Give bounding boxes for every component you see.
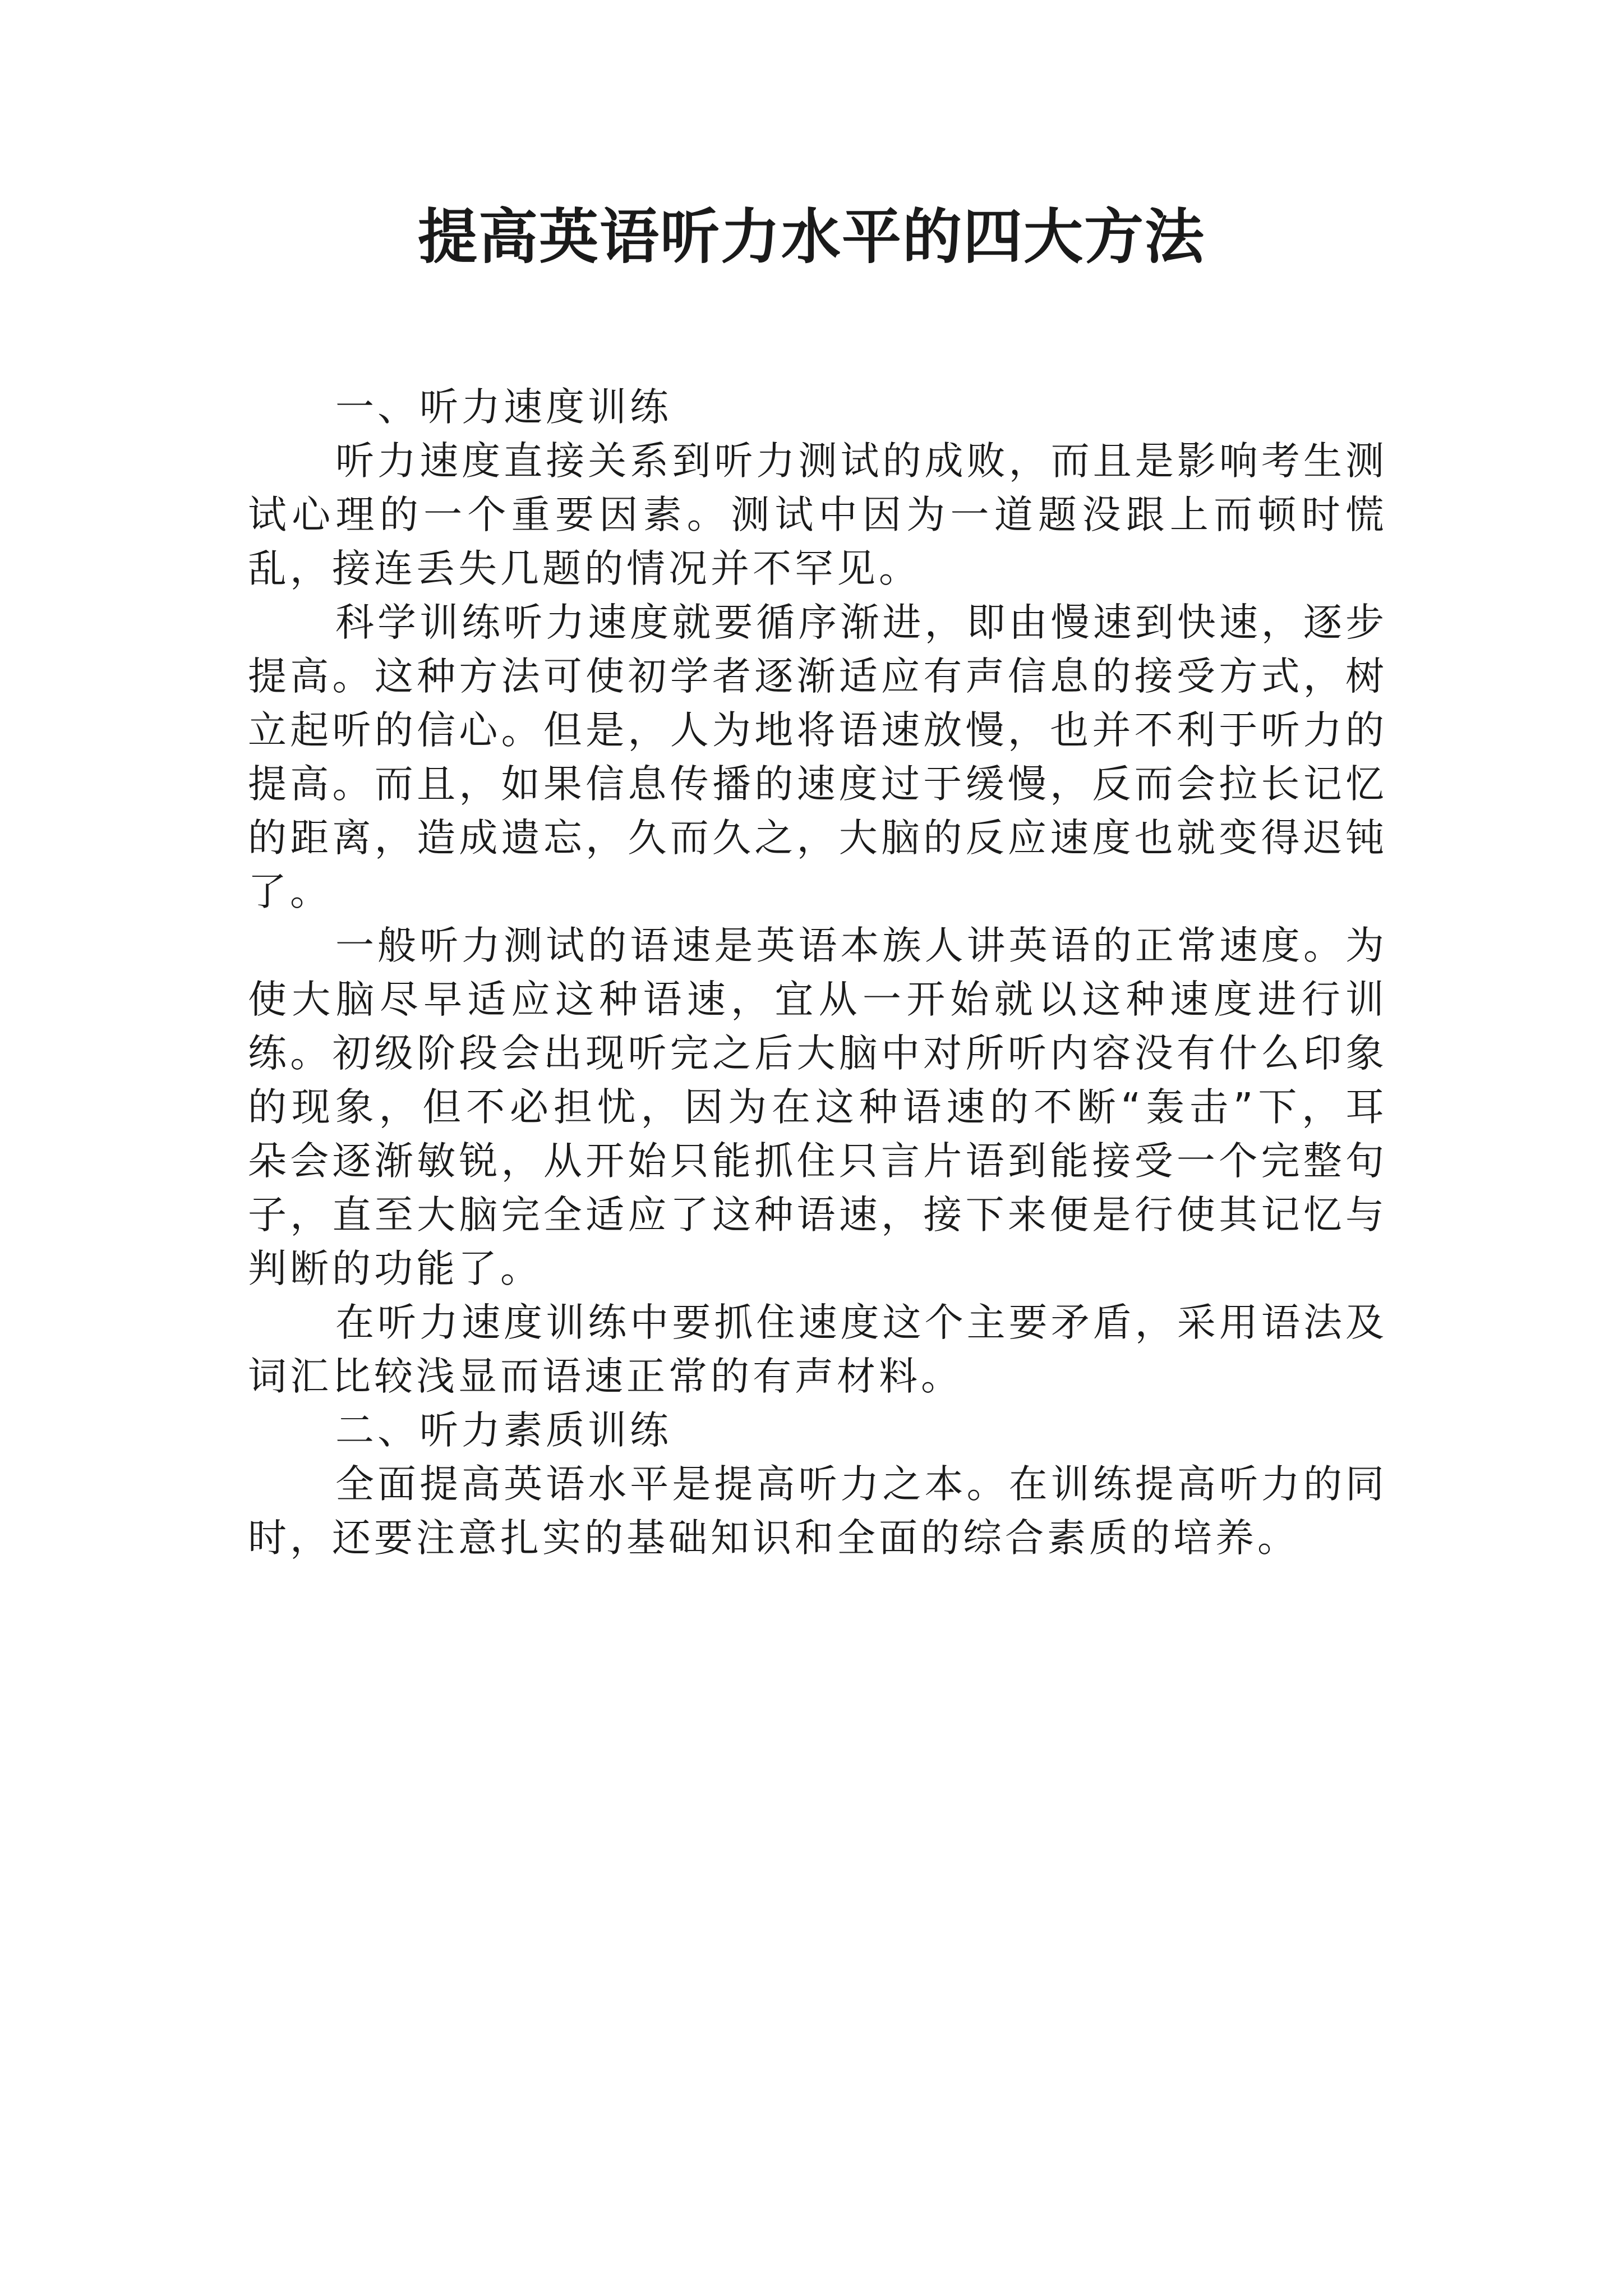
section-heading-1: 一、听力速度训练: [335, 385, 672, 430]
paragraph: 一般听力测试的语速是英语本族人讲英语的正常速度。为使大脑尽早适应这种语速，宜从一开始就以这种速度进行训练。初级阶段会出现听完之后大脑中对所听内容没有什么印象的现象，但不必担忧，因为在这种语速的不断“轰击”下，耳朵会逐渐敏锐，从开始只能抓住只言片语到能接受一个完整句子，直至大脑完全适应了这种语速，接下来便是行使其记忆与判断的功能了。: [248, 923, 1387, 1291]
paragraph: 全面提高英语水平是提高听力之本。在训练提高听力的同时，还要注意扎实的基础知识和全面的综合素质的培养。: [248, 1462, 1387, 1561]
paragraph: 科学训练听力速度就要循序渐进，即由慢速到快速，逐步提高。这种方法可使初学者逐渐适应有声信息的接受方式，树立起听的信心。但是，人为地将语速放慢，也并不利于听力的提高。而且，如果信息传播的速度过于缓慢，反而会拉长记忆的距离，造成遗忘，久而久之，大脑的反应速度也就变得迟钝了。: [248, 600, 1387, 914]
document-title: 提高英语听力水平的四大方法: [418, 201, 1205, 272]
section-heading-2: 二、听力素质训练: [335, 1408, 672, 1453]
paragraph: 听力速度直接关系到听力测试的成败，而且是影响考生测试心理的一个重要因素。测试中因为一道题没跟上而顿时慌乱，接连丢失几题的情况并不罕见。: [248, 439, 1387, 591]
paragraph: 在听力速度训练中要抓住速度这个主要矛盾，采用语法及词汇比较浅显而语速正常的有声材料。: [248, 1300, 1387, 1399]
document-body: [248, 380, 1387, 1565]
